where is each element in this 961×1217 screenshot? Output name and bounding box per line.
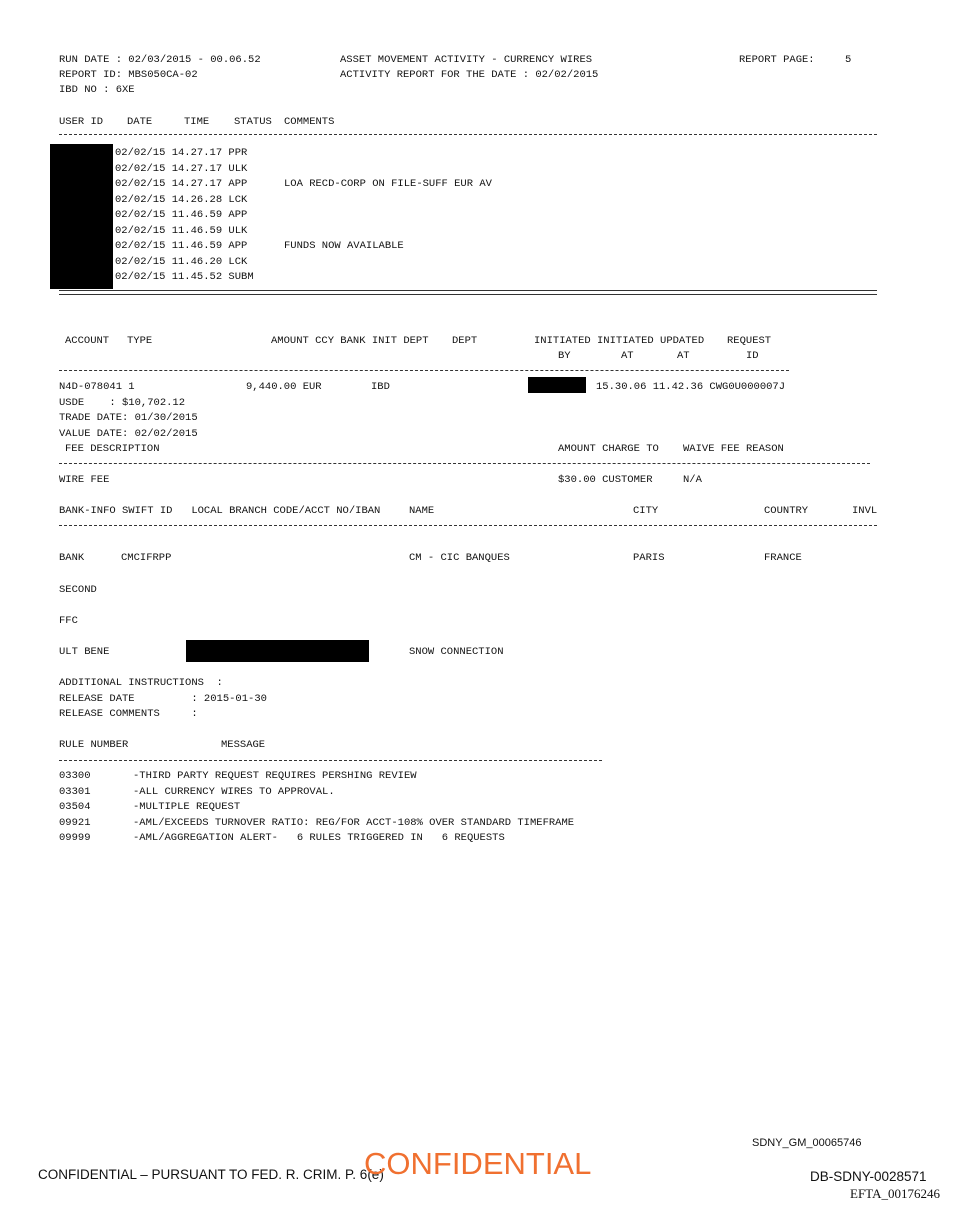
fee-description: WIRE FEE (59, 474, 110, 486)
rule-message: -AML/EXCEEDS TURNOVER RATIO: REG/FOR ACCT-108% OVER STANDARD TIMEFRAME (133, 817, 575, 829)
activity-row: 02/02/15 14.26.28 LCK (115, 194, 248, 206)
hdr-amount-charge: AMOUNT CHARGE TO (558, 443, 659, 455)
redaction-block (50, 144, 113, 289)
hdr-request: REQUEST (727, 335, 772, 347)
activity-row: 02/02/15 11.46.59 ULK (115, 225, 248, 237)
ult-bene-label: ULT BENE (59, 646, 110, 658)
hdr-at-updated: AT (677, 350, 690, 362)
release-date: RELEASE DATE : 2015-01-30 (59, 693, 267, 705)
hdr-dept: DEPT (452, 335, 478, 347)
bank-city: PARIS (633, 552, 665, 564)
col-comments: COMMENTS (284, 116, 335, 128)
col-status: STATUS (234, 116, 272, 128)
rule-number: 03504 (59, 801, 91, 813)
hdr-account: ACCOUNT (65, 335, 110, 347)
run-date: RUN DATE : 02/03/2015 - 00.06.52 (59, 54, 261, 66)
activity-row: 02/02/15 11.46.59 APP (115, 240, 248, 252)
divider (59, 525, 877, 526)
hdr-rule-number: RULE NUMBER (59, 739, 129, 751)
col-time: TIME (184, 116, 210, 128)
efta-number: EFTA_00176246 (850, 1186, 940, 1201)
col-user-id: USER ID (59, 116, 104, 128)
rule-message: -ALL CURRENCY WIRES TO APPROVAL. (133, 786, 335, 798)
report-page-number: 5 (845, 54, 852, 66)
rule-message: -THIRD PARTY REQUEST REQUIRES PERSHING REVIEW (133, 770, 417, 782)
bank-code: IBD (371, 381, 390, 393)
report-title: ASSET MOVEMENT ACTIVITY - CURRENCY WIRES (340, 54, 593, 66)
activity-row: 02/02/15 11.46.59 APP (115, 209, 248, 221)
hdr-country: COUNTRY (764, 505, 809, 517)
rule-number: 03301 (59, 786, 91, 798)
ffc-label: FFC (59, 615, 78, 627)
report-page-label: REPORT PAGE: (739, 54, 815, 66)
additional-instructions: ADDITIONAL INSTRUCTIONS : (59, 677, 223, 689)
bates-number-db-sdny: DB-SDNY-0028571 (810, 1169, 927, 1184)
confidential-notice: CONFIDENTIAL – PURSUANT TO FED. R. CRIM. P. 6(e) (38, 1167, 384, 1182)
fee-amount-charge: $30.00 CUSTOMER (558, 474, 653, 486)
activity-row: 02/02/15 11.45.52 SUBM (115, 271, 254, 283)
account-type: N4D-078041 1 (59, 381, 135, 393)
redaction-block (528, 377, 586, 393)
hdr-amount: AMOUNT CCY BANK INIT DEPT (271, 335, 429, 347)
value-date: VALUE DATE: 02/02/2015 (59, 428, 198, 440)
activity-comment: LOA RECD-CORP ON FILE-SUFF EUR AV (284, 178, 492, 190)
hdr-type: TYPE (127, 335, 153, 347)
hdr-at-initiated: AT (621, 350, 634, 362)
hdr-initiated: INITIATED INITIATED UPDATED (534, 335, 705, 347)
rule-number: 03300 (59, 770, 91, 782)
divider (59, 370, 789, 371)
rule-number: 09999 (59, 832, 91, 844)
activity-row: 02/02/15 14.27.17 APP (115, 178, 248, 190)
double-divider (59, 290, 877, 295)
hdr-invl: INVL (852, 505, 878, 517)
activity-row: 02/02/15 14.27.17 ULK (115, 163, 248, 175)
ibd-no: IBD NO : 6XE (59, 84, 135, 96)
bank-country: FRANCE (764, 552, 802, 564)
hdr-waive-fee: WAIVE FEE REASON (683, 443, 784, 455)
second-label: SECOND (59, 584, 97, 596)
hdr-by: BY (558, 350, 571, 362)
col-date: DATE (127, 116, 153, 128)
times-request-id: 15.30.06 11.42.36 CWG0U000007J (596, 381, 786, 393)
divider (59, 463, 870, 464)
release-comments: RELEASE COMMENTS : (59, 708, 198, 720)
hdr-bank-info: BANK-INFO SWIFT ID LOCAL BRANCH CODE/ACCT NO/IBAN (59, 505, 381, 517)
hdr-city: CITY (633, 505, 659, 517)
usde-amount: USDE : $10,702.12 (59, 397, 186, 409)
ult-bene-name: SNOW CONNECTION (409, 646, 504, 658)
rule-message: -AML/AGGREGATION ALERT- 6 RULES TRIGGERED IN 6 REQUESTS (133, 832, 505, 844)
fee-waive-reason: N/A (683, 474, 702, 486)
divider (59, 134, 877, 135)
bank-label: BANK (59, 552, 85, 564)
rule-number: 09921 (59, 817, 91, 829)
trade-date: TRADE DATE: 01/30/2015 (59, 412, 198, 424)
report-subtitle: ACTIVITY REPORT FOR THE DATE : 02/02/2015 (340, 69, 599, 81)
hdr-fee-description: FEE DESCRIPTION (65, 443, 160, 455)
rule-message: -MULTIPLE REQUEST (133, 801, 241, 813)
bank-swift: CMCIFRPP (121, 552, 172, 564)
redaction-block (186, 640, 369, 662)
report-id: REPORT ID: MBS050CA-02 (59, 69, 198, 81)
activity-row: 02/02/15 11.46.20 LCK (115, 256, 248, 268)
hdr-id: ID (746, 350, 759, 362)
hdr-name: NAME (409, 505, 435, 517)
activity-row: 02/02/15 14.27.17 PPR (115, 147, 248, 159)
hdr-message: MESSAGE (221, 739, 266, 751)
bates-number-sdny-gm: SDNY_GM_00065746 (752, 1137, 862, 1149)
bank-name: CM - CIC BANQUES (409, 552, 510, 564)
divider (59, 760, 602, 761)
activity-comment: FUNDS NOW AVAILABLE (284, 240, 404, 252)
confidential-stamp: CONFIDENTIAL (364, 1146, 592, 1181)
amount-ccy: 9,440.00 EUR (246, 381, 322, 393)
